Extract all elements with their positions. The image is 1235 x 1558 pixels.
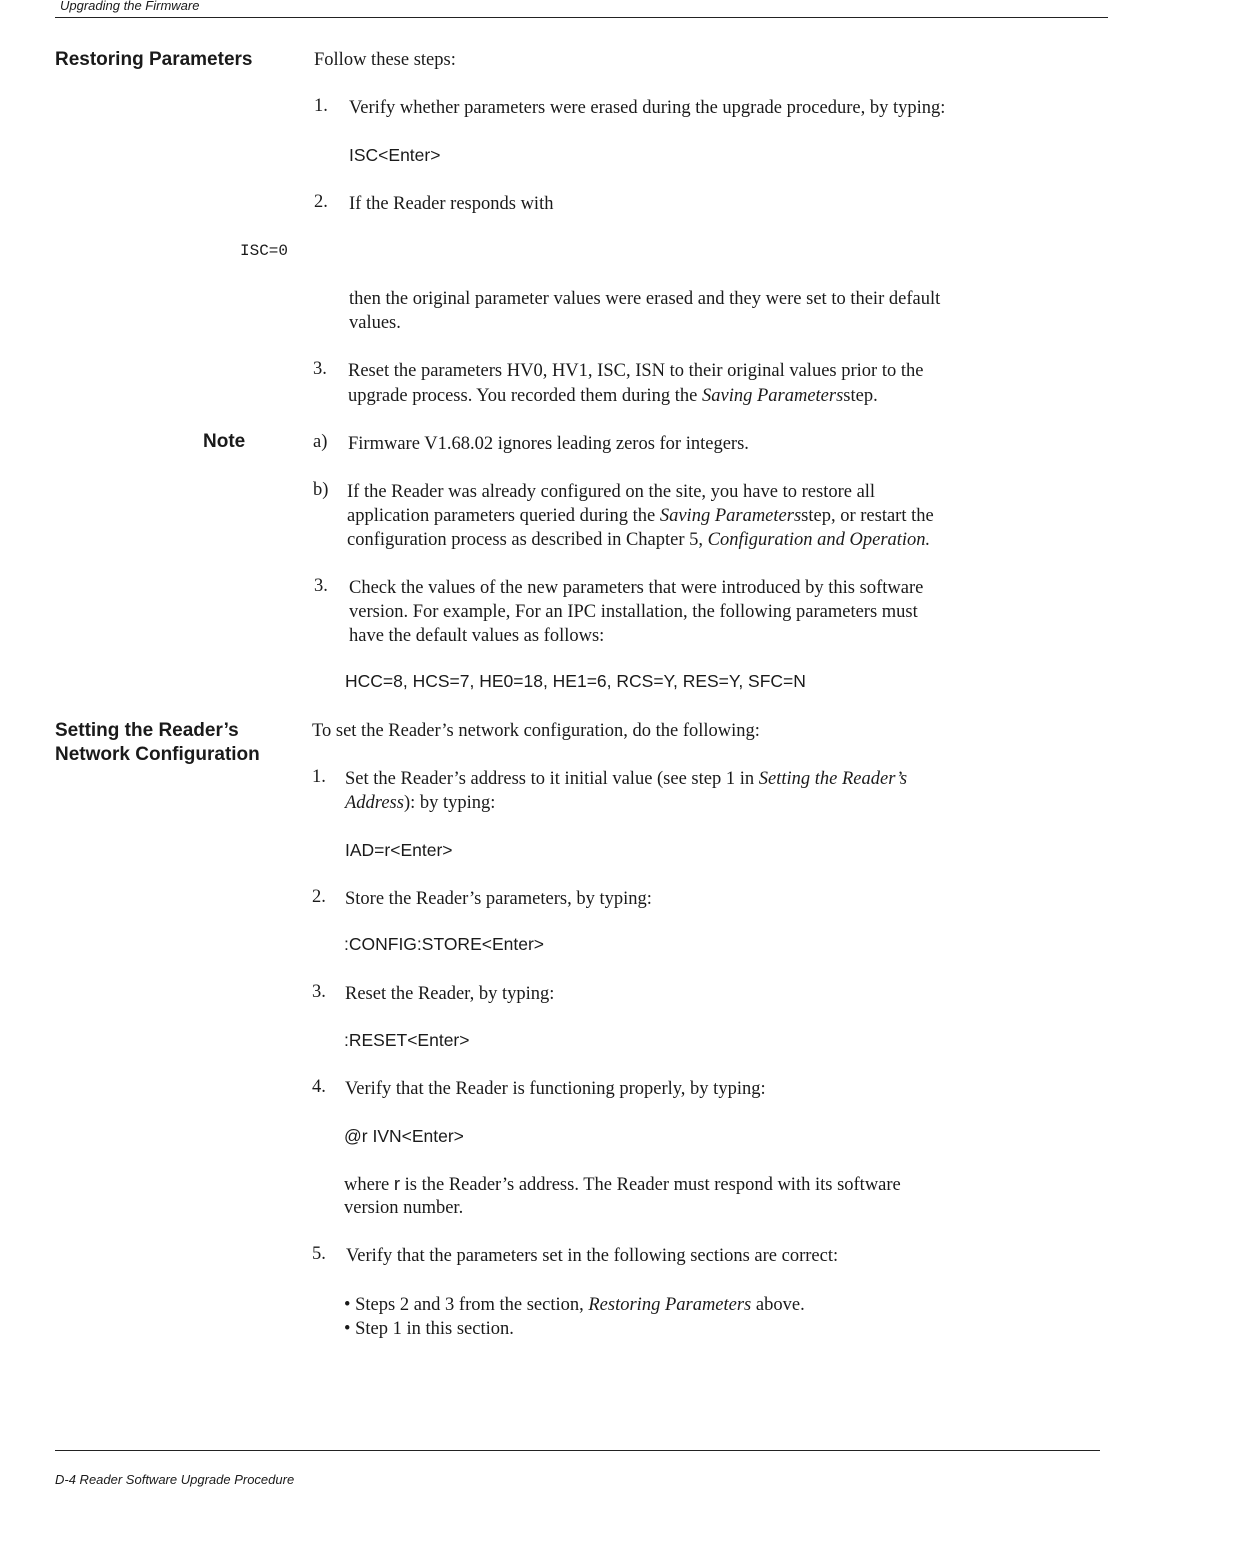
step-text: Verify that the parameters set in the following sections are correct: bbox=[346, 1246, 839, 1266]
step-text: Reset the Reader, by typing: bbox=[345, 984, 555, 1004]
network-intro: To set the Reader’s network configuration, do the following: bbox=[312, 721, 760, 741]
bullet-item: • Step 1 in this section. bbox=[344, 1319, 514, 1339]
command-code: :RESET<Enter> bbox=[344, 1030, 470, 1050]
step-text: version. For example, For an IPC installation, the following parameters must bbox=[349, 602, 918, 622]
step-number: 1. bbox=[312, 767, 326, 787]
running-header: Upgrading the Firmware bbox=[60, 0, 200, 13]
step-text: Reset the parameters HV0, HV1, ISC, ISN to their original values prior to the bbox=[348, 361, 924, 381]
step-text: Address): by typing: bbox=[345, 793, 496, 813]
step-number: 5. bbox=[312, 1244, 326, 1264]
step-number: 3. bbox=[314, 576, 328, 596]
command-code: IAD=r<Enter> bbox=[345, 840, 453, 860]
step-number: 1. bbox=[314, 96, 328, 116]
note-label: b) bbox=[313, 480, 329, 500]
step-continuation: then the original parameter values were erased and they were set to their default bbox=[349, 289, 941, 309]
step-text: Verify that the Reader is functioning properly, by typing: bbox=[345, 1079, 766, 1099]
step-number: 3. bbox=[313, 359, 327, 379]
note-text: If the Reader was already configured on the site, you have to restore all bbox=[347, 482, 876, 502]
note-text: configuration process as described in Chapter 5, Configuration and Operation. bbox=[347, 530, 931, 550]
step-text: have the default values as follows: bbox=[349, 626, 605, 646]
step-continuation: where r is the Reader’s address. The Reader must respond with its software bbox=[344, 1173, 901, 1195]
step-number: 3. bbox=[312, 982, 326, 1002]
running-footer: D-4 Reader Software Upgrade Procedure bbox=[55, 1472, 295, 1487]
section-heading-network: Setting the Reader’s Network Configuration bbox=[55, 720, 260, 765]
step-text: Check the values of the new parameters that were introduced by this software bbox=[349, 578, 924, 598]
command-code: ISC<Enter> bbox=[349, 145, 441, 165]
footer-rule bbox=[55, 1450, 1100, 1451]
note-text: Firmware V1.68.02 ignores leading zeros for integers. bbox=[348, 434, 749, 454]
step-number: 2. bbox=[314, 192, 328, 212]
parameter-defaults-code: HCC=8, HCS=7, HE0=18, HE1=6, RCS=Y, RES=Y, SFC=N bbox=[345, 671, 806, 691]
restoring-intro: Follow these steps: bbox=[314, 50, 456, 70]
step-text: upgrade process. You recorded them during the Saving Parametersstep. bbox=[348, 386, 878, 406]
header-rule bbox=[55, 17, 1108, 18]
note-text: application parameters queried during the Saving Parametersstep, or restart the bbox=[347, 506, 934, 526]
note-label: a) bbox=[313, 432, 328, 452]
step-text: If the Reader responds with bbox=[349, 194, 554, 214]
command-code: :CONFIG:STORE<Enter> bbox=[344, 934, 545, 954]
step-text: Store the Reader’s parameters, by typing: bbox=[345, 889, 652, 909]
command-code: @r IVN<Enter> bbox=[344, 1126, 464, 1146]
step-number: 2. bbox=[312, 887, 326, 907]
step-text: Verify whether parameters were erased during the upgrade procedure, by typing: bbox=[349, 98, 946, 118]
response-code: ISC=0 bbox=[240, 242, 289, 260]
step-continuation: values. bbox=[349, 313, 401, 333]
step-continuation: version number. bbox=[344, 1198, 464, 1218]
bullet-item: • Steps 2 and 3 from the section, Restoring Parameters above. bbox=[344, 1295, 805, 1315]
note-heading: Note bbox=[203, 431, 246, 452]
step-text: Set the Reader’s address to it initial value (see step 1 in Setting the Reader’s bbox=[345, 769, 908, 789]
section-heading-restoring: Restoring Parameters bbox=[55, 49, 253, 70]
step-number: 4. bbox=[312, 1077, 326, 1097]
